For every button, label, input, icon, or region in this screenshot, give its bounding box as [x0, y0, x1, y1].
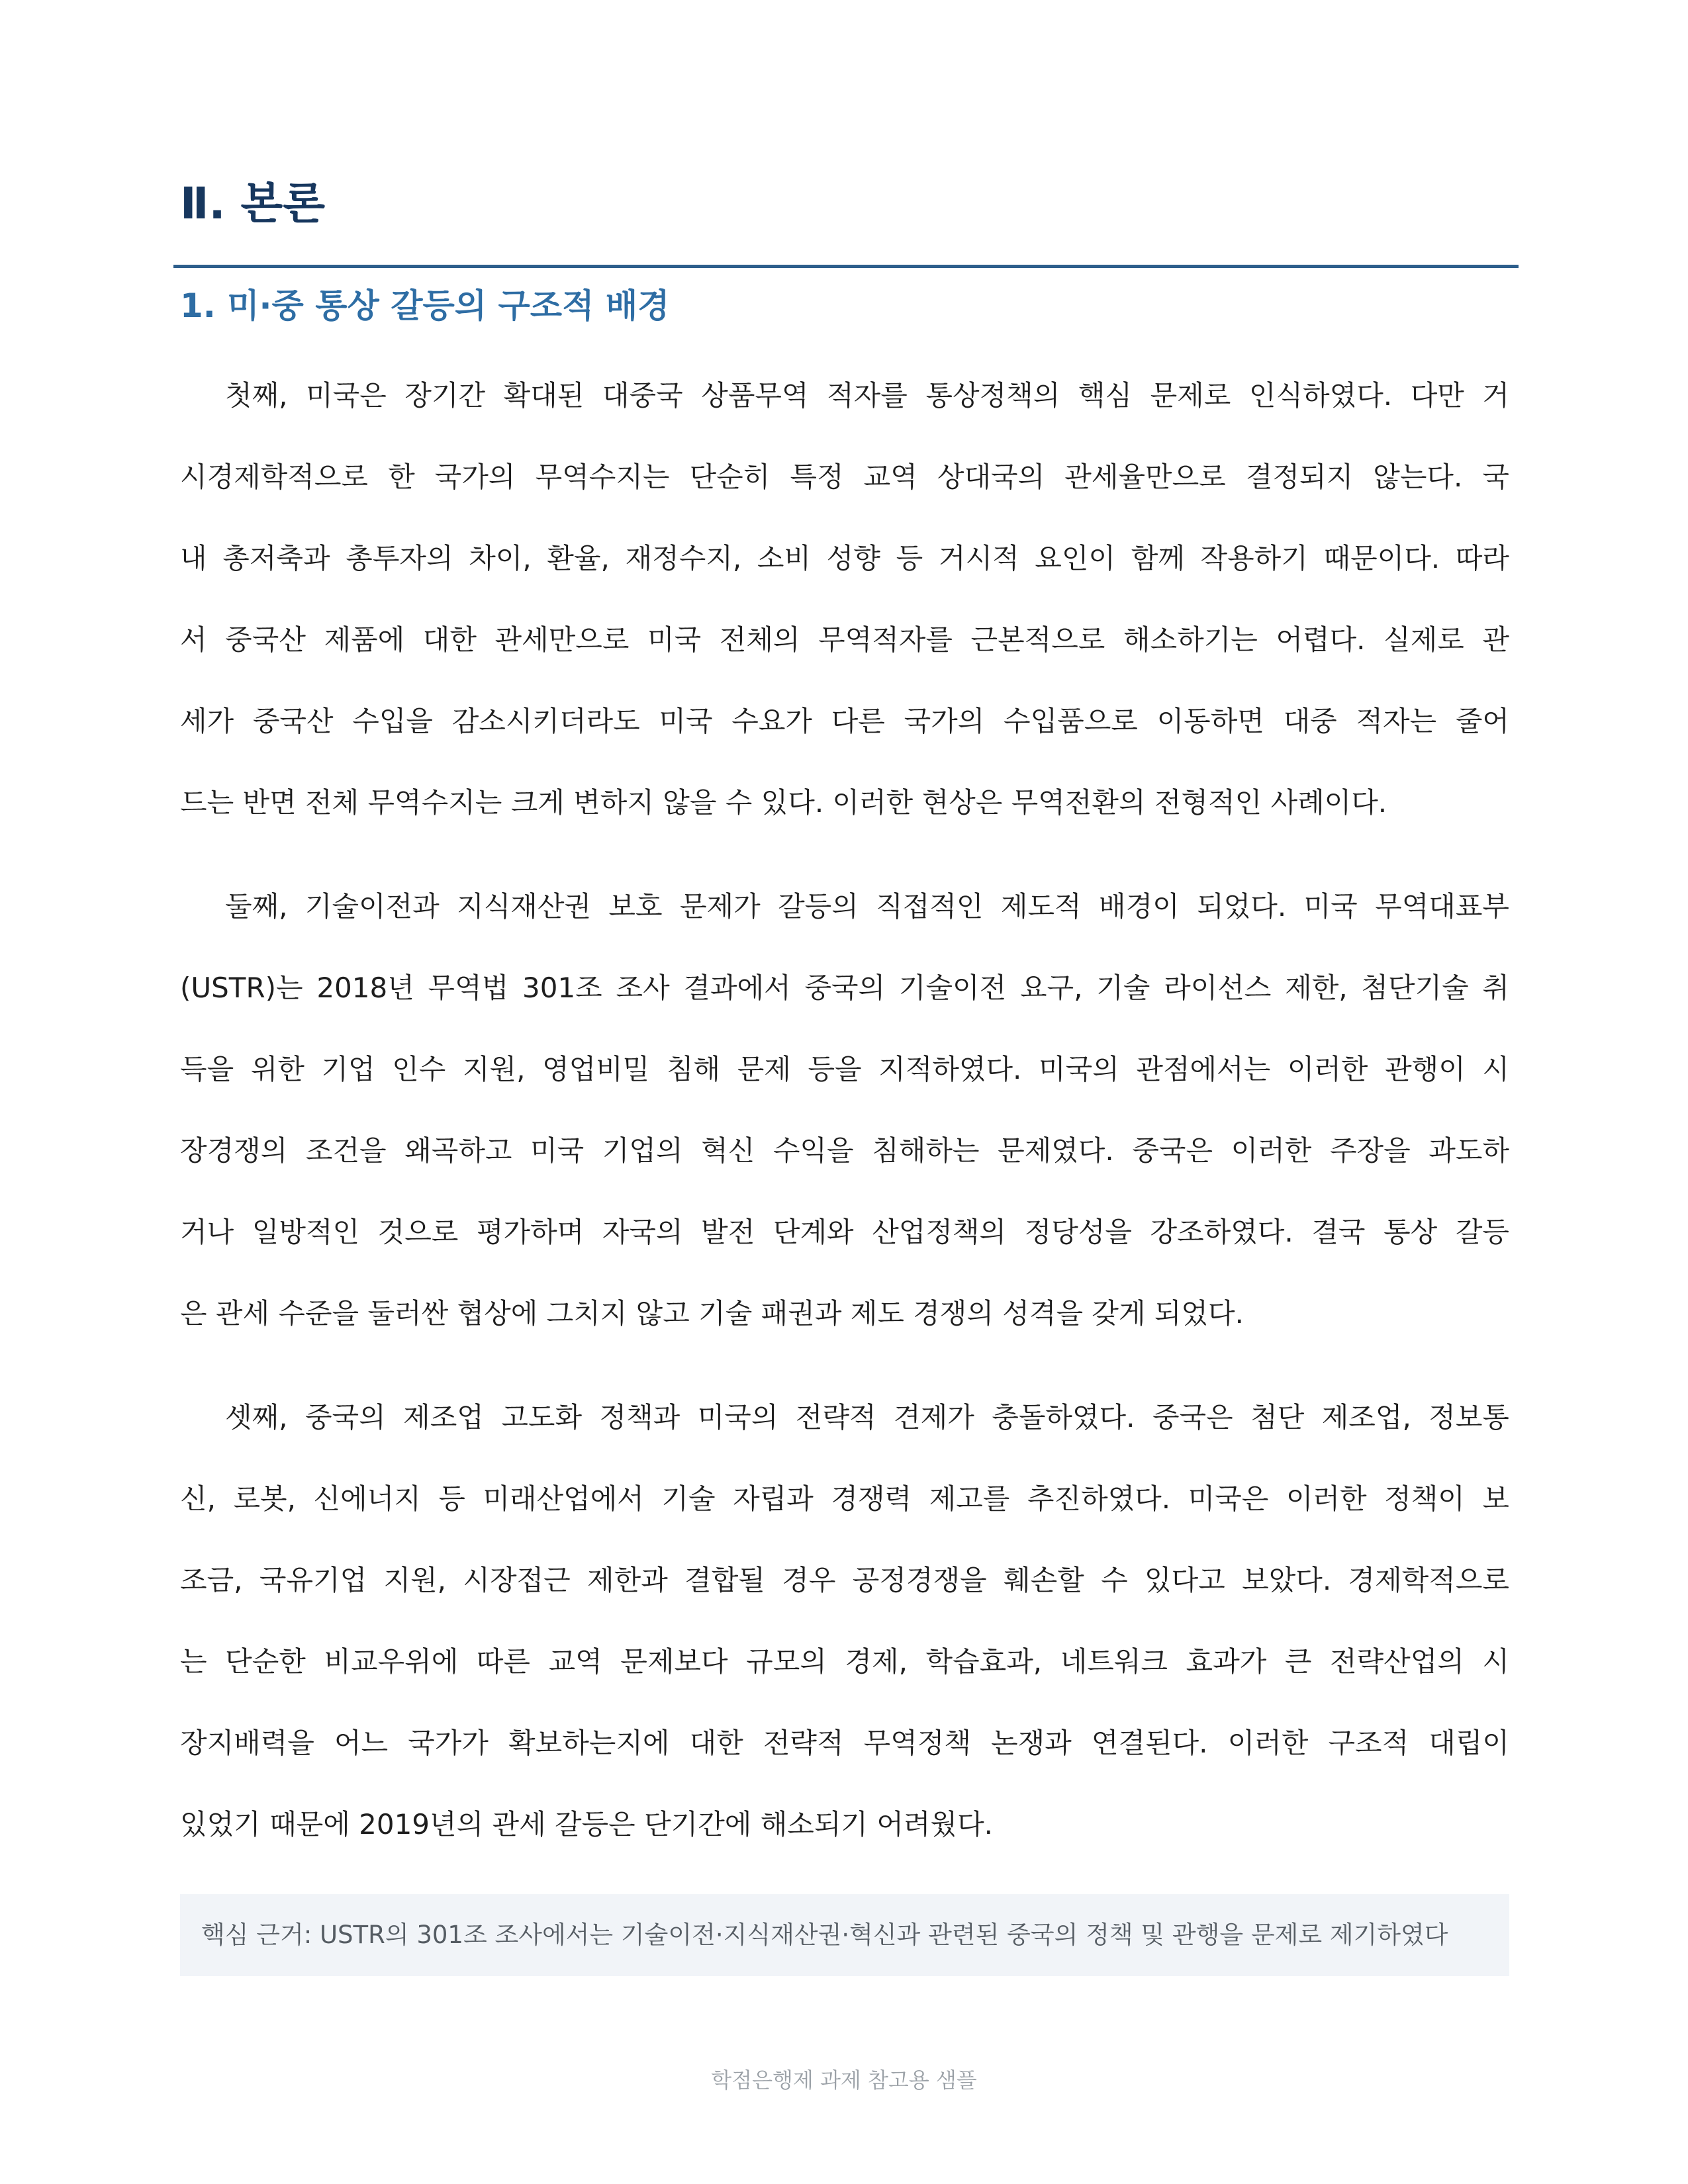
subsection-title: 1. 미·중 통상 갈등의 구조적 배경	[180, 287, 670, 325]
paragraph-line: 은 관세 수준을 둘러싼 협상에 그치지 않고 기술 패권과 제도 경쟁의 성격을 갖게 되었다.	[180, 1297, 1244, 1330]
section-divider	[173, 265, 1519, 268]
paragraph-line: 셋째, 중국의 제조업 고도화 정책과 미국의 전략적 견제가 충돌하였다. 중국은 첨단 제조업, 정보통	[225, 1401, 1509, 1433]
paragraph-line: (USTR)는 2018년 무역법 301조 조사 결과에서 중국의 기술이전 요구, 기술 라이선스 제한, 첨단기술 취	[180, 972, 1509, 1004]
paragraph-line: 드는 반면 전체 무역수지는 크게 변하지 않을 수 있다. 이러한 현상은 무역전환의 전형적인 사례이다.	[180, 786, 1387, 819]
paragraph-3	[180, 1377, 1509, 1865]
paragraph-line: 장경쟁의 조건을 왜곡하고 미국 기업의 혁신 수익을 침해하는 문제였다. 중국은 이러한 주장을 과도하	[180, 1134, 1509, 1167]
section-title: Ⅱ. 본론	[180, 178, 326, 229]
paragraph-line: 장지배력을 어느 국가가 확보하는지에 대한 전략적 무역정책 논쟁과 연결된다. 이러한 구조적 대립이	[180, 1727, 1509, 1759]
paragraph-line: 첫째, 미국은 장기간 확대된 대중국 상품무역 적자를 통상정책의 핵심 문제로 인식하였다. 다만 거	[225, 379, 1509, 412]
paragraph-line: 득을 위한 기업 인수 지원, 영업비밀 침해 문제 등을 지적하였다. 미국의 관점에서는 이러한 관행이 시	[180, 1053, 1509, 1085]
paragraph-line: 거나 일방적인 것으로 평가하며 자국의 발전 단계와 산업정책의 정당성을 강조하였다. 결국 통상 갈등	[180, 1216, 1509, 1248]
paragraph-1	[180, 355, 1509, 843]
paragraph-line: 서 중국산 제품에 대한 관세만으로 미국 전체의 무역적자를 근본적으로 해소하기는 어렵다. 실제로 관	[180, 623, 1509, 656]
paragraph-line: 조금, 국유기업 지원, 시장접근 제한과 결합될 경우 공정경쟁을 훼손할 수 있다고 보았다. 경제학적으로	[180, 1564, 1509, 1596]
paragraph-2	[180, 866, 1509, 1354]
paragraph-line: 있었기 때문에 2019년의 관세 갈등은 단기간에 해소되기 어려웠다.	[180, 1808, 993, 1841]
paragraph-line: 내 총저축과 총투자의 차이, 환율, 재정수지, 소비 성향 등 거시적 요인이 함께 작용하기 때문이다. 따라	[180, 542, 1509, 574]
key-evidence-callout: 핵심 근거: USTR의 301조 조사에서는 기술이전·지식재산권·혁신과 관련된 중국의 정책 및 관행을 문제로 제기하였다	[180, 1894, 1509, 1976]
paragraph-line: 세가 중국산 수입을 감소시키더라도 미국 수요가 다른 국가의 수입품으로 이동하면 대중 적자는 줄어	[180, 705, 1509, 737]
paragraph-line: 시경제학적으로 한 국가의 무역수지는 단순히 특정 교역 상대국의 관세율만으로 결정되지 않는다. 국	[180, 461, 1509, 493]
paragraph-line: 신, 로봇, 신에너지 등 미래산업에서 기술 자립과 경쟁력 제고를 추진하였다. 미국은 이러한 정책이 보	[180, 1482, 1509, 1515]
paragraph-line: 는 단순한 비교우위에 따른 교역 문제보다 규모의 경제, 학습효과, 네트워크 효과가 큰 전략산업의 시	[180, 1645, 1509, 1678]
paragraph-line: 둘째, 기술이전과 지식재산권 보호 문제가 갈등의 직접적인 제도적 배경이 되었다. 미국 무역대표부	[225, 890, 1509, 923]
page-footer: 학점은행제 과제 참고용 샘플	[711, 2068, 977, 2093]
